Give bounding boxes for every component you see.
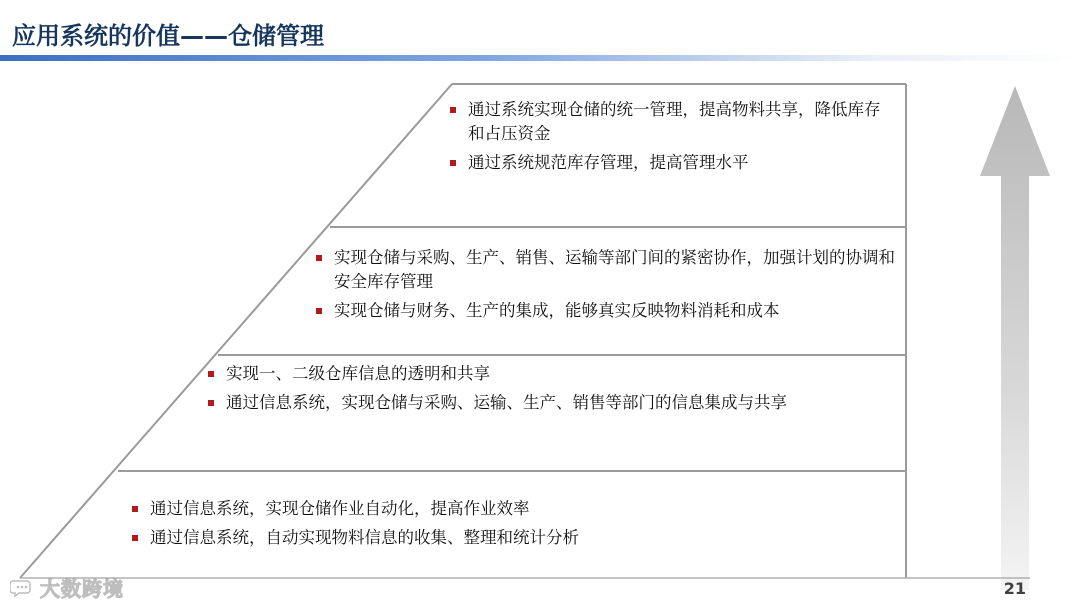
square-bullet-icon <box>450 107 456 113</box>
square-bullet-icon <box>316 308 322 314</box>
pyramid-tier-2 <box>316 246 902 328</box>
up-arrow-icon <box>980 86 1050 590</box>
square-bullet-icon <box>450 160 456 166</box>
pyramid-tier-4 <box>132 497 872 555</box>
list-item: 实现仓储与财务、生产的集成，能够真实反映物料消耗和成本 <box>316 299 902 323</box>
list-item: 实现仓储与采购、生产、销售、运输等部门间的紧密协作，加强计划的协调和安全库存管理 <box>316 246 902 294</box>
list-item: 通过信息系统，自动实现物料信息的收集、整理和统计分析 <box>132 526 872 550</box>
square-bullet-icon <box>208 400 214 406</box>
page-number: 21 <box>1003 579 1026 598</box>
list-item: 通过系统实现仓储的统一管理，提高物料共享，降低库存和占压资金 <box>450 98 890 146</box>
watermark-text: 大数跨境 <box>40 577 124 601</box>
list-item: 实现一、二级仓库信息的透明和共享 <box>208 362 888 386</box>
square-bullet-icon <box>208 371 214 377</box>
chat-bubble-logo-icon <box>10 578 36 598</box>
list-item: 通过信息系统，实现仓储作业自动化，提高作业效率 <box>132 497 872 521</box>
square-bullet-icon <box>132 535 138 541</box>
list-item: 通过系统规范库存管理，提高管理水平 <box>450 151 890 175</box>
square-bullet-icon <box>132 506 138 512</box>
pyramid-tier-3 <box>208 362 888 420</box>
square-bullet-icon <box>316 255 322 261</box>
watermark <box>10 573 124 602</box>
slide-title: 应用系统的价值——仓储管理 <box>12 22 324 50</box>
pyramid-tier-1 <box>450 98 890 180</box>
list-item: 通过信息系统，实现仓储与采购、运输、生产、销售等部门的信息集成与共享 <box>208 391 888 415</box>
